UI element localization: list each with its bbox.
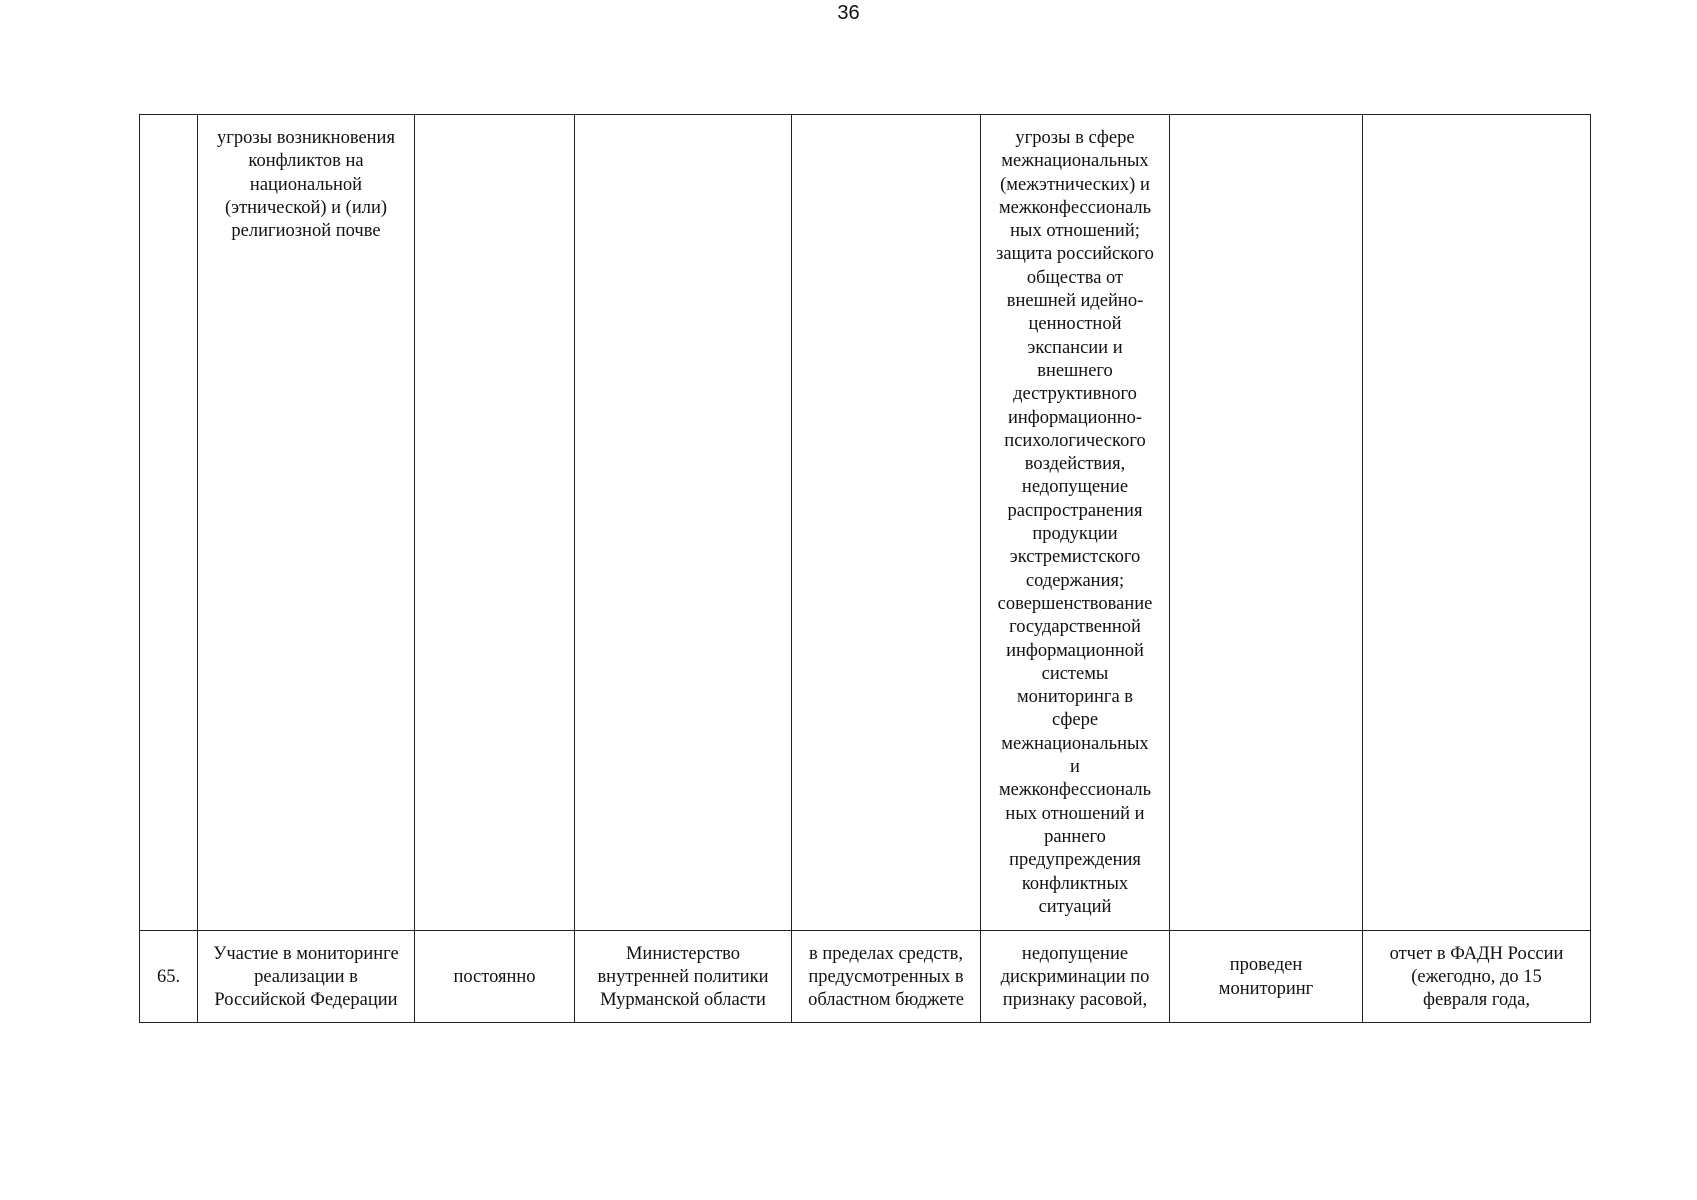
cell-executor <box>575 115 792 931</box>
plan-table <box>139 114 1591 1023</box>
cell-executor: Министерство внутренней политики Мурманской области <box>575 931 792 1023</box>
cell-number: 65. <box>140 931 198 1023</box>
cell-deadline <box>415 115 575 931</box>
table-row <box>140 115 1591 931</box>
cell-report: отчет в ФАДН России (ежегодно, до 15 февраля года, <box>1363 931 1591 1023</box>
cell-financing <box>792 115 981 931</box>
cell-description: Участие в мониторинге реализации в Российской Федерации <box>198 931 415 1023</box>
cell-indicator <box>1170 115 1363 931</box>
page-number: 36 <box>837 2 860 24</box>
cell-report <box>1363 115 1591 931</box>
cell-deadline: постоянно <box>415 931 575 1023</box>
cell-number <box>140 115 198 931</box>
cell-indicator: проведен мониторинг <box>1170 931 1363 1023</box>
table-row <box>140 931 1591 1023</box>
cell-result: угрозы в сфере межнациональных (межэтнических) и межконфессиональ ных отношений; защита российского общества от внешней идейно- ценностной экспансии и внешнего деструктивного информационно- психологического воздействия, недопущение распространения продукции экстремистского содержания; совершенствование государственной информационной системы мониторинга в сфере межнациональных и межконфессиональ ных отношений и раннего предупреждения конфликтных ситуаций <box>981 115 1170 931</box>
cell-description: угрозы возникновения конфликтов на национальной (этнической) и (или) религиозной почве <box>198 115 415 931</box>
cell-result: недопущение дискриминации по признаку расовой, <box>981 931 1170 1023</box>
cell-financing: в пределах средств, предусмотренных в областном бюджете <box>792 931 981 1023</box>
